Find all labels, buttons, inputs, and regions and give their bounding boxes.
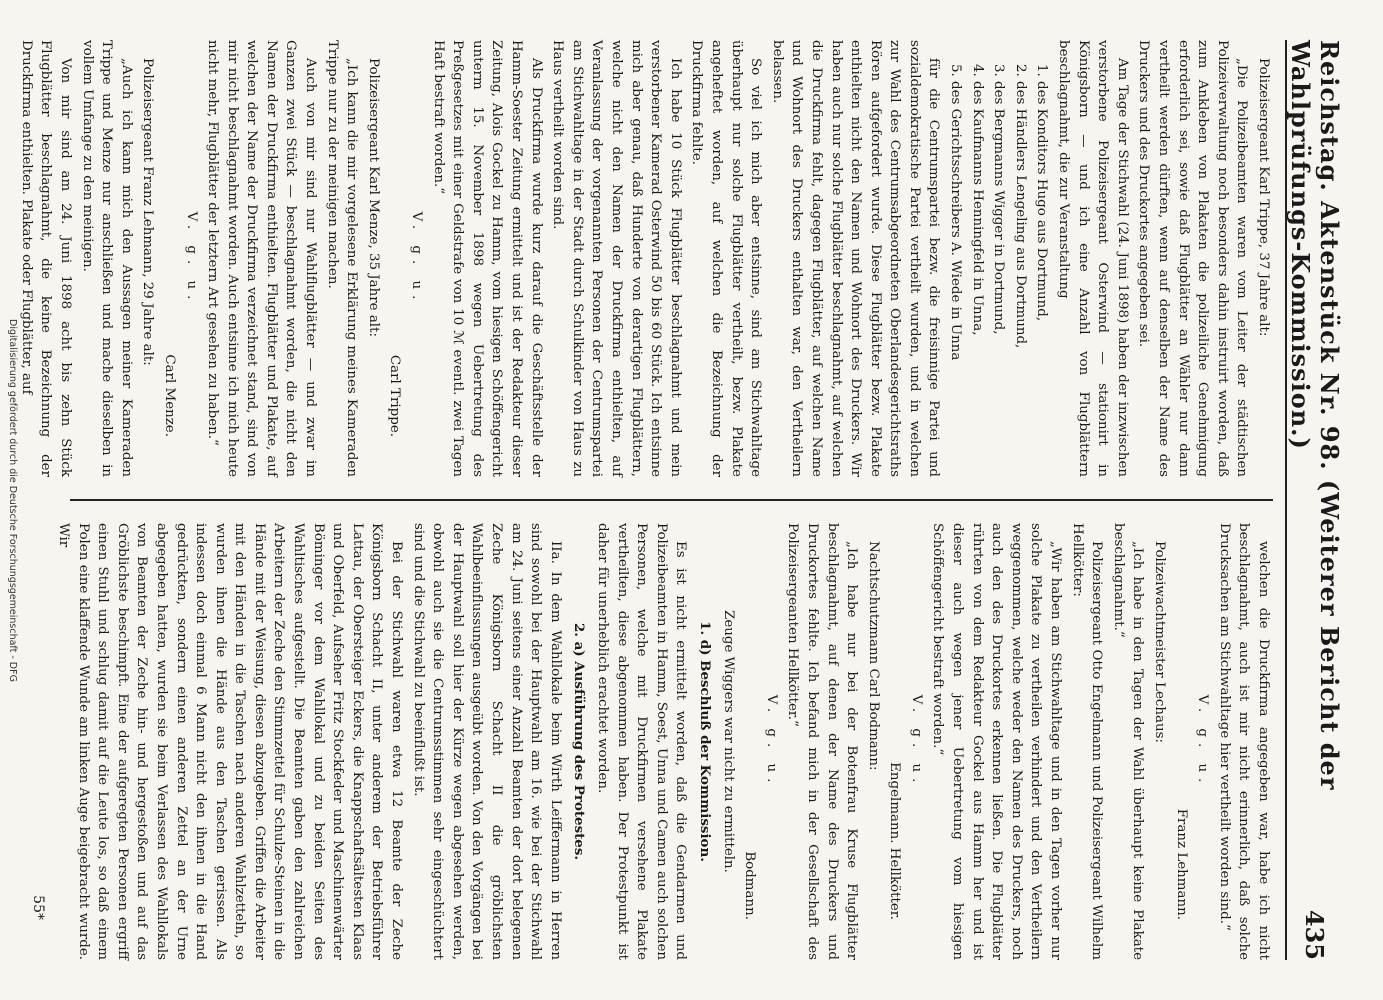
paragraph: Am Tage der Stichwahl (24. Juni 1898) haben der inzwischen verstorbene Polizeisergeant Osterwind — stationirt in Königsborn — und ich eine Anzahl von Flugblättern beschlagnahmt, die zur Veranstaltung — [1056, 40, 1130, 477]
signature-name: Franz Lehmann. — [1173, 808, 1189, 920]
signature-formula: V. g. u. — [409, 211, 425, 306]
paragraph: „Die Polizeibeamten waren vom Leiter der städtischen Polizeiverwaltung noch besonders dahin instruirt worden, daß zum Ankleben von Plakaten die polizeiliche Genehmigung erforderlich sei, sowie daß Flugblätter an Wähler nur dann vertheilt werden dürften, wenn auf denselben der Name des Druckers und des Druckortes angegeben sei. — [1136, 40, 1250, 477]
signature-name: Engelmann. Hellkötter. — [887, 762, 903, 920]
witness-heading: Polizeisergeant Karl Menze, 35 Jahre alt: — [365, 58, 381, 337]
list-item: 2. des Händlers Lengeling aus Dortmund, — [1012, 64, 1028, 349]
paragraph: Als Druckfirma wurde kurz darauf die Geschäftsstelle der Hamm-Soester Zeitung ermittelt und ist der Redakteur dieser Zeitung, Alois Gockel zu Hamm, vom hiesigen Schöffengericht unterm 15. November 1898 wegen Uebertretung des Preßgesetzes mit einer Geldstrafe von 10 ℳ eventl. zwei Tagen Haft bestraft worden.“ — [430, 40, 544, 477]
witness-heading: Polizeisergeant Karl Trippe, 37 Jahre alt: — [1256, 58, 1271, 337]
list-item: 1. des Konditors Hugo aus Dortmund, — [1034, 64, 1050, 322]
signature-name: Bodmann. — [742, 851, 758, 920]
paragraph: IIa. In dem Wahllokale beim Wirth Leiffermann in Herren sind sowohl bei der Hauptwahl am 16. wie bei der Stichwahl am 24. Juni seitens einer Anzahl Beamten der dort belegenen Zeche Königsborn Schacht II die gröblichsten Wahlbeeinflussungen ausgeübt worden. Von den Vorgängen bei der Hauptwahl soll hier der Kürze wegen abgesehen werden, obwohl auch sie die Centrumsstimmen sehr eingeschüchtert sind und die Stichwahl zu beeinflußt ist. — [410, 523, 563, 960]
paragraph: „Wir haben am Stichwahltage und in den Tagen vorher nur solche Plakate zu vertheilen verhindert und den Vertheilern weggenommen, welche weder den Namen des Druckers, noch auch den des Druckortes erkennen ließen. Die Flugblätter rührten von dem Redakteur Gockel aus Hamm her und ist dieser auch wegen jener Uebertretung vom hiesigen Schöffengericht bestraft worden.“ — [930, 523, 1064, 960]
left-column — [18, 40, 1273, 477]
witness-heading: Polizeiwachtmeister Lechaus: — [1152, 541, 1168, 743]
witness-heading: Polizeisergeant Otto Engelmann und Polizeisergeant Wilhelm Hellkötter: — [1069, 523, 1105, 960]
paragraph: So viel ich mich aber entsinne, sind am Stichwahltage überhaupt nur solche Flugblätter vertheilt, bezw. Plakate angeheftet worden, auf welchen die Bezeichnung der Druckfirma fehlte. — [689, 40, 764, 477]
section-heading: 1. d) Beschluß der Kommission. — [696, 621, 713, 862]
signature-name: Carl Trippe. — [387, 354, 403, 437]
paragraph: Auch von mir sind nur Wahlflugblätter — und zwar im Ganzen zwei Stück — beschlagnahmt worden, die nicht den Namen der Druckfirma enthielten. Flugblätter und Plakate, auf welchen der Name der Druckfirma verzeichnet stand, sind von mir nicht beschlagnahmt worden. Auch entsinne ich mich heute nicht mehr, Flugblätter der letztern Art gesehen zu haben.“ — [205, 40, 319, 477]
paragraph: Ich habe 10 Stück Flugblätter beschlagnahmt und mein verstorbener Kamerad Osterwind 50 bis 60 Stück. Ich entsinne mich aber genau, daß Hunderte von derartigen Flugblättern, welche nicht den Namen der Druckfirma enthielten, auf Veranlassung der vorgenannten Personen der Centrumspartei am Stichwahltage in der Stadt durch Schulkinder von Haus zu Haus vertheilt worden sind. — [550, 40, 683, 477]
paragraph: „Auch ich kann mich den Aussagen meiner Kameraden Trippe und Menze nur anschließen und mache dieselben in vollem Umfange zu den meinigen. — [79, 40, 134, 477]
paragraph: welchen die Druckfirma angegeben war, habe ich nicht beschlagnahmt, auch ist mir nicht erinnerlich, daß solche Drucksachen am Stichwahltage hier vertheilt worden sind.“ — [1216, 523, 1271, 960]
paragraph: „Ich habe nur bei der Botenfrau Kruse Flugblätter beschlagnahmt, auf denen der Name des Druckers und Druckortes fehlte. Ich befand mich in der Gesellschaft des Polizeisergeanten Hellkötter.“ — [785, 523, 860, 960]
signature-name: Carl Menze. — [161, 354, 177, 437]
signature-mark: 55* — [30, 895, 46, 920]
paragraph: „Ich kann die mir vorgelesene Erklärung meines Kameraden Trippe nur zu der meinigen machen. — [324, 40, 360, 477]
running-title: Reichstag. Aktenstück Nr. 98. (Weiterer Bericht der Wahlprüfungs-Kommission.) — [1286, 40, 1344, 791]
list-item: 3. des Bergmanns Wigger in Dortmund, — [991, 64, 1007, 335]
list-item: 5. des Gerichtsschreibers A. Wiede in Unna — [948, 64, 964, 361]
digitization-credit — [0, 0, 24, 1000]
paragraph: Zeuge Wiggers war nicht zu ermitteln. — [720, 610, 736, 873]
signature-formula: V. g. u. — [1195, 694, 1211, 789]
paragraph: für die Centrumspartei bezw. die freisinnige Partei und sozialdemokratische Partei vertheilt wurden, und in welchen zur Wahl des Centrumsabgeordneten Oberlandesgerichtsraths Rören aufgefordert wurde. Diese Flugblätter bezw. Plakate enthielten nicht den Namen und Wohnort des Druckers. Wir haben auch nur solche Flugblätter beschlagnahmt, auf welchen die Druckfirma fehlt, dagegen Flugblätter, auf welchen Name und Wohnort des Druckers enthalten war, den Vertheilern belassen. — [769, 40, 942, 477]
witness-heading: Nachtschutzmann Carl Bodmann: — [865, 541, 881, 771]
paragraph: Bei der Stichwahl waren etwa 12 Beamte der Zeche Königsborn Schacht II, unter anderem der Betriebsführer Lattau, der Obersteiger Eckers, die Knappschaftsältesten Klaas und Oberfeld, Aufseher Fritz Stockfeder und Maschinenwärter Böminger vor dem Wahllokal und zu beiden Seiten des Wahltisches aufgestellt. Die Beamten gaben den zahlreichen Arbeitern der Zeche den Stimmzettel für Schulze-Steinen in die Hände mit der Weisung, diesen abzugeben. Griffen die Arbeiter mit den Händen in die Taschen nach anderen Wahlzetteln, so wurden ihnen die Hände aus den Taschen gerissen. Als indessen doch einmal 6 Mann nicht den ihnen in die Hand gedrückten, sondern einen anderen Zettel an der Urne abgegeben hatten, wurden sie beim Verlassen des Wahllokals von Beamten der Zeche hin- und hergestoßen und auf das Gröblichste beschimpft. Eine der aufgeregten Personen ergriff einen Stuhl und schlug damit auf die Leute los, so daß einem Polen eine klaffende Wunde am linken Auge beigebracht wurde. Wir — [55, 523, 405, 960]
section-heading: 2. a) Ausführung des Protestes. — [571, 622, 588, 861]
signature-formula: V. g. u. — [183, 211, 199, 306]
signature-formula: V. g. u. — [763, 694, 779, 789]
paragraph: Es ist nicht ermittelt worden, daß die Gendarmen und Polizeibeamten in Hamm, Soest, Unna und Camen auch solchen Personen, welche mit Druckfirmen versehene Plakate vertheilten, diese abgenommen haben. Der Protestpunkt ist daher für unerheblich erachtet worden. — [595, 523, 689, 960]
right-column — [55, 523, 1273, 960]
page-header — [1285, 40, 1343, 960]
credit-text: Digitalisierung gefördert durch die Deutsche Forschungsgemeinschaft - DFG — [6, 318, 18, 682]
signature-formula: V. g. u. — [908, 694, 924, 789]
paragraph: „Ich habe in den Tagen der Wahl überhaupt keine Plakate beschlagnahmt.“ — [1110, 523, 1146, 960]
paragraph: Von mir sind am 24. Juni 1898 acht bis zehn Stück Flugblätter beschlagnahmt, die keine Bezeichnung der Druckfirma enthielten. Plakate oder Flugblätter, auf — [18, 40, 73, 477]
witness-heading: Polizeisergeant Franz Lehmann, 29 Jahre alt: — [140, 58, 156, 366]
column-divider — [70, 499, 1273, 501]
page-number: 435 — [1300, 909, 1330, 960]
list-item: 4. des Kaufmanns Henningfeld in Unna, — [969, 64, 985, 336]
